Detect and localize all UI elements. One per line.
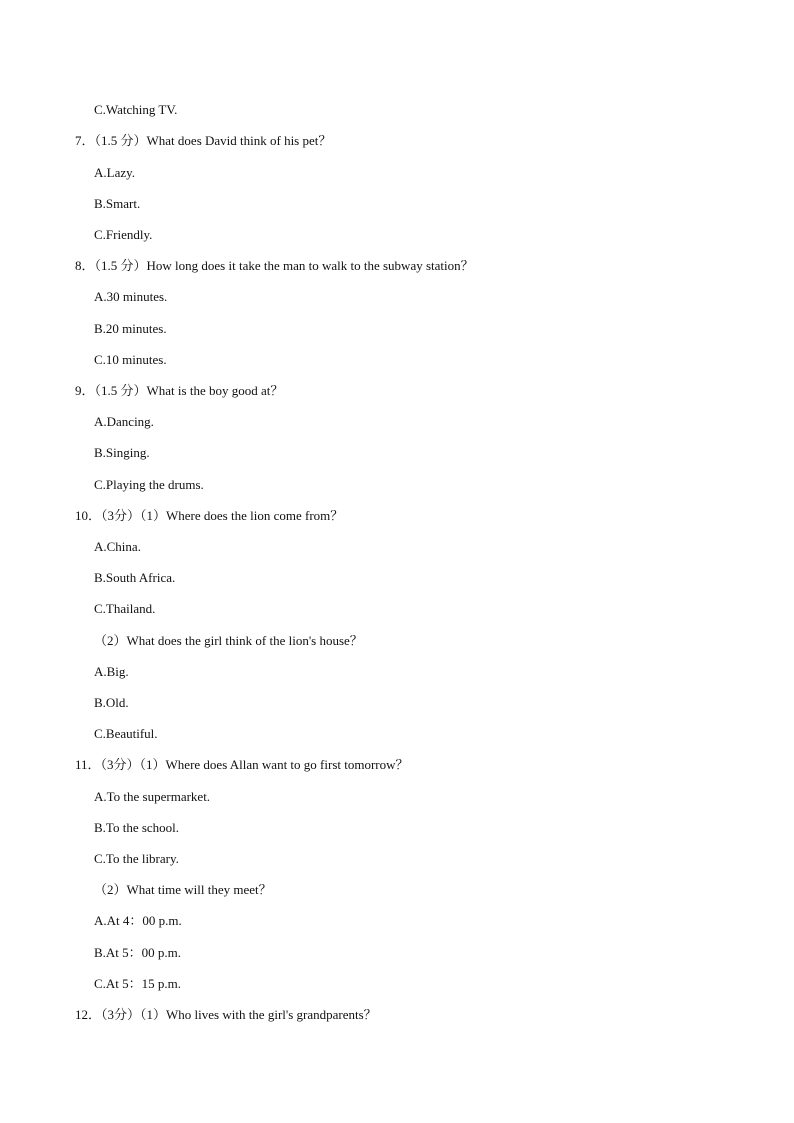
question-text: Where does the lion come from？ [166,508,344,523]
question-text: What is the boy good at？ [146,383,284,398]
question-12 [75,1007,377,1023]
question-number: 10．（3分）（1） [75,508,167,523]
option-c: C.Beautiful. [94,726,158,741]
option-b: B.At 5：00 p.m. [94,945,182,960]
question-11 [75,757,409,773]
question-number: 9．（1.5 分） [75,383,147,398]
question-text: What does David think of his pet？ [146,133,332,148]
question-number: 8．（1.5 分） [75,258,147,273]
question-9 [75,383,283,399]
sub-question-2: （2）What time will they meet？ [94,882,272,897]
option-a: A.To the supermarket. [94,789,211,804]
option-a: A.30 minutes. [94,289,168,304]
option-c: C.To the library. [94,851,179,866]
question-text: How long does it take the man to walk to the subway station？ [146,258,474,273]
question-10 [75,508,343,524]
option-b: B.South Africa. [94,570,176,585]
option-c: C.Friendly. [94,227,153,242]
option-c: C.Thailand. [94,601,156,616]
option-c: C.10 minutes. [94,352,167,367]
option-c: C.Watching TV. [94,102,178,117]
option-c: C.At 5：15 p.m. [94,976,182,991]
option-b: B.Singing. [94,445,150,460]
option-b: B.20 minutes. [94,321,167,336]
option-a: A.Dancing. [94,414,154,429]
option-c: C.Playing the drums. [94,477,204,492]
option-a: A.Big. [94,664,129,679]
question-number: 11．（3分）（1） [75,757,166,772]
question-7 [75,133,331,149]
option-b: B.Old. [94,695,129,710]
question-number: 7．（1.5 分） [75,133,147,148]
question-text: Where does Allan want to go first tomorrow？ [165,757,409,772]
question-8 [75,258,474,274]
question-number: 12．（3分）（1） [75,1007,167,1022]
option-a: A.China. [94,539,141,554]
option-b: B.To the school. [94,820,180,835]
sub-question-2: （2）What does the girl think of the lion's house？ [94,633,363,648]
option-a: A.At 4：00 p.m. [94,913,182,928]
question-text: Who lives with the girl's grandparents？ [166,1007,377,1022]
option-a: A.Lazy. [94,165,136,180]
option-b: B.Smart. [94,196,141,211]
